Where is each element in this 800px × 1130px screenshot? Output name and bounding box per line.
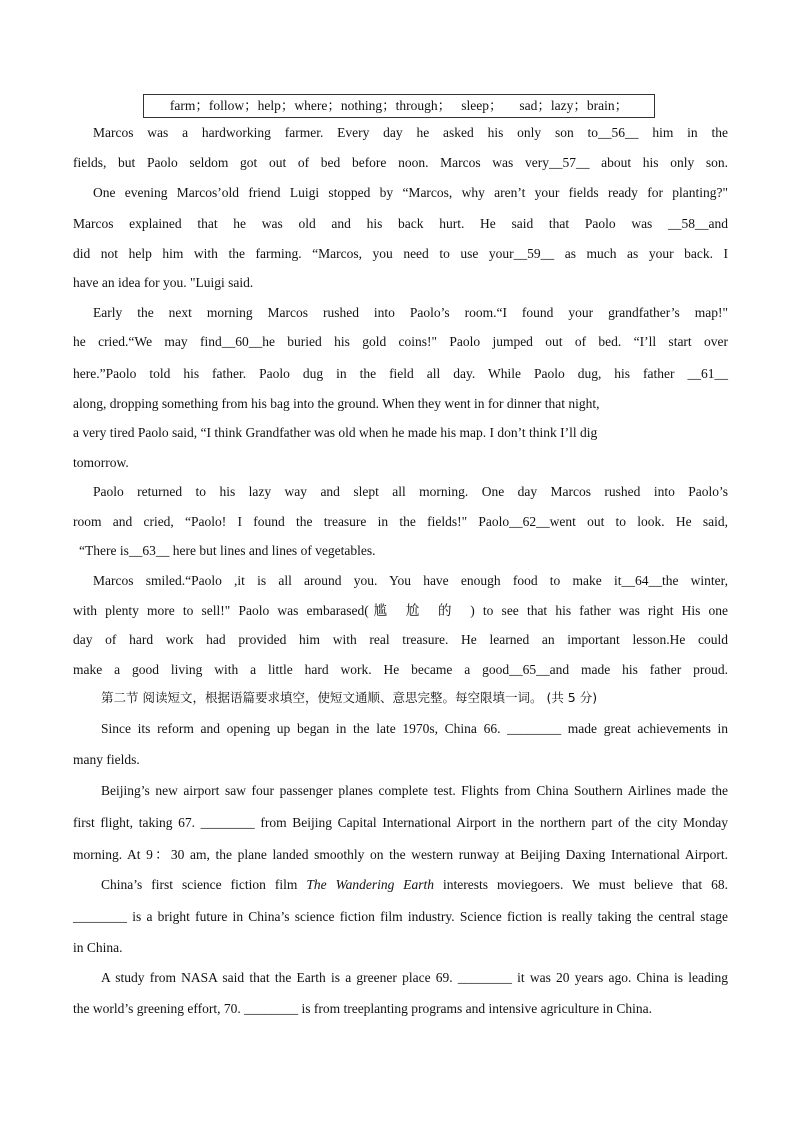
passage1-line-4: Marcos explained that he was old and his back hurt. He said that Paolo was __58__and — [73, 216, 728, 231]
section2-heading: 第二节 阅读短文，根据语篇要求填空，使短文通顺、意思完整。每空限填一词。 (共 5 分) — [101, 690, 598, 705]
passage1-line-18: day of hard work had provided him with real treasure. He learned an important lesson.He could — [73, 632, 728, 647]
passage2-line-9: A study from NASA said that the Earth is a greener place 69. ________ it was 20 years ago. China is leading — [101, 970, 728, 985]
passage1-line-7: Early the next morning Marcos rushed into Paolo’s room.“I found your grandfather’s map!" — [93, 305, 728, 320]
passage2-line-10: the world’s greening effort, 70. ________ is from treeplanting programs and intensive agriculture in China. — [73, 1001, 652, 1016]
passage1-line-13: Paolo returned to his lazy way and slept all morning. One day Marcos rushed into Paolo’s — [93, 484, 728, 499]
passage2-line-2: many fields. — [73, 752, 140, 767]
line17-part-2: ) to see that his father was right His one — [470, 603, 729, 618]
film-title: The Wandering Earth — [306, 877, 435, 892]
line17-part-1: with plenty more to sell!" Paolo was embarased( — [73, 603, 369, 618]
passage2-line-4: first flight, taking 67. ________ from Beijing Capital International Airport in the northern part of the city Monday — [73, 815, 728, 830]
passage1-line-6: have an idea for you. "Luigi said. — [73, 275, 254, 290]
passage1-line-17 — [73, 603, 728, 619]
passage2-line-5: morning. At 9：30 am, the plane landed smoothly on the western runway at Beijing Daxing International Airport. — [73, 847, 728, 862]
passage1-line-19: make a good living with a little hard work. He became a good__65__and made his father proud. — [73, 662, 728, 677]
passage1-line-8: he cried.“We may find__60__he buried his gold coins!" Paolo jumped out of bed. “I’ll start over — [73, 334, 728, 349]
passage1-line-14: room and cried, “Paolo! I found the treasure in the fields!" Paolo__62__went out to look. He said, — [73, 514, 728, 529]
passage1-line-11: a very tired Paolo said, “I think Grandfather was old when he made his map. I don’t think I’ll dig — [73, 425, 598, 440]
passage1-line-3: One evening Marcos’old friend Luigi stopped by “Marcos, why aren’t your fields ready for planting?" — [93, 185, 728, 200]
passage1-line-9: here.”Paolo told his father. Paolo dug in the field all day. While Paolo dug, his father __61__ — [73, 366, 728, 381]
passage1-line-15: “There is__63__ here but lines and lines of vegetables. — [79, 543, 376, 558]
line6-part-2: interests moviegoers. We must believe that 68. — [434, 877, 728, 892]
word-bank-box: farm；follow；help；where；nothing；through； sleep； sad；lazy；brain； — [143, 94, 655, 118]
line6-part-1: China’s first science fiction film — [101, 877, 307, 892]
passage1-line-10: along, dropping something from his bag into the ground. When they went in for dinner that night, — [73, 396, 600, 411]
passage1-line-12: tomorrow. — [73, 455, 129, 470]
passage2-line-1: Since its reform and opening up began in the late 1970s, China 66. ________ made great achievements in — [101, 721, 728, 736]
passage1-line-16: Marcos smiled.“Paolo ,it is all around you. You have enough food to make it__64__the winter, — [93, 573, 728, 588]
passage1-line-5: did not help him with the farming. “Marcos, you need to use your__59__ as much as your back. I — [73, 246, 728, 261]
passage1-line-1: Marcos was a hardworking farmer. Every day he asked his only son to__56__ him in the — [93, 125, 728, 140]
passage2-line-8: in China. — [73, 940, 123, 955]
passage2-line-3: Beijing’s new airport saw four passenger planes complete test. Flights from China Southern Airlines made the — [101, 783, 728, 798]
passage2-line-7: ________ is a bright future in China’s science fiction film industry. Science fiction is really taking the central stage — [73, 909, 728, 924]
passage1-line-2: fields, but Paolo seldom got out of bed before noon. Marcos was very__57__ about his only son. — [73, 155, 728, 170]
chinese-gloss: 尴尬的 — [368, 603, 471, 619]
passage2-line-6 — [101, 877, 728, 893]
